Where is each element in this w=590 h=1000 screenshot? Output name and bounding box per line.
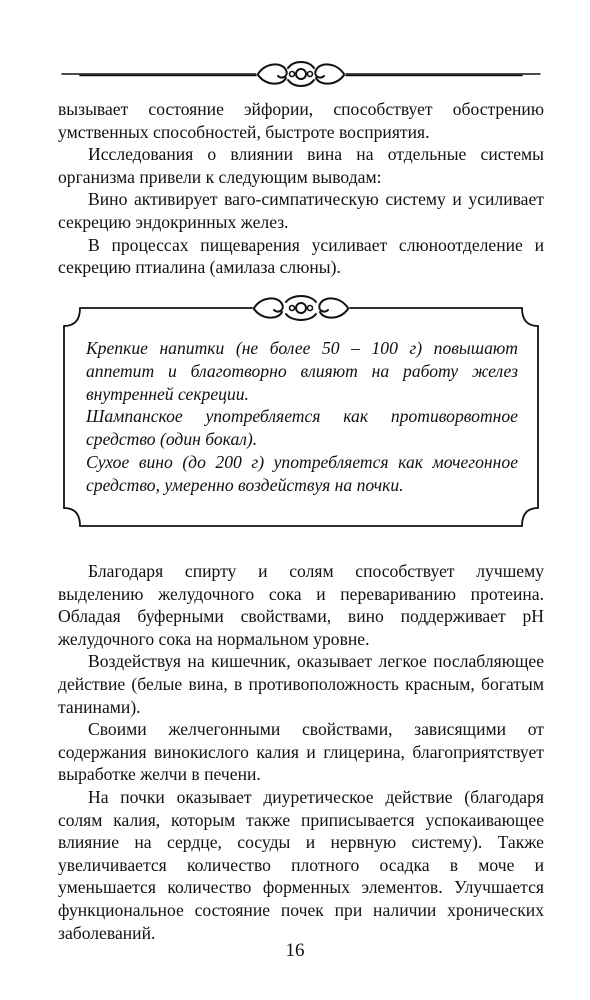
page-number: 16 xyxy=(285,940,305,961)
paragraph: Исследования о влиянии вина на отдельные системы организма привели к следующим выводам: xyxy=(58,144,544,187)
paragraph: вызывает состояние эйфории, способствует обострению умственных способностей, быстроте восприятия. xyxy=(58,99,544,142)
paragraph: Вино активирует ваго-симпатическую систему и усиливает секрецию эндокринных желез. xyxy=(58,189,544,232)
paragraph: Благодаря спирту и солям способствует лучшему выделению желудочного сока и перевариванию протеина. Обладая буферными свойствами, вино поддерживает pH желудочного сока на нормальном уровне. xyxy=(58,561,544,649)
body-text-bottom xyxy=(58,560,544,944)
paragraph: Воздействуя на кишечник, оказывает легкое послабляющее действие (белые вина, в противоположность красным, богатым танинами). xyxy=(58,651,544,717)
note-line: Сухое вино (до 200 г) употребляется как мочегонное средство, умеренно воздействуя на почки. xyxy=(86,451,518,495)
paragraph: Своими желчегонными свойствами, зависящими от содержания винокислого калия и глицерина, благоприятствует выработке желчи в печени. xyxy=(58,719,544,785)
body-text-top xyxy=(58,98,544,279)
note-line: Шампанское употребляется как противорвотное средство (один бокал). xyxy=(86,406,518,450)
header-ornament-icon xyxy=(60,52,542,94)
paragraph: На почки оказывает диуретическое действие (благодаря солям калия, которым также приписывается успокаивающее влияние на сердце, сосуды и нервную систему). Также увеличивается количество плотного осадка в моче и уменьшается количество форменных элементов. Улучшается функциональное состояние почек при наличии хронических заболеваний. xyxy=(58,786,544,943)
paragraph: В процессах пищеварения усиливает слюноотделение и секрецию птиалина (амилаза слюны). xyxy=(58,234,544,278)
note-line: Крепкие напитки (не более 50 – 100 г) повышают аппетит и благотворно влияют на работу желез внутренней секреции. xyxy=(86,338,518,404)
note-box-text xyxy=(86,337,518,497)
